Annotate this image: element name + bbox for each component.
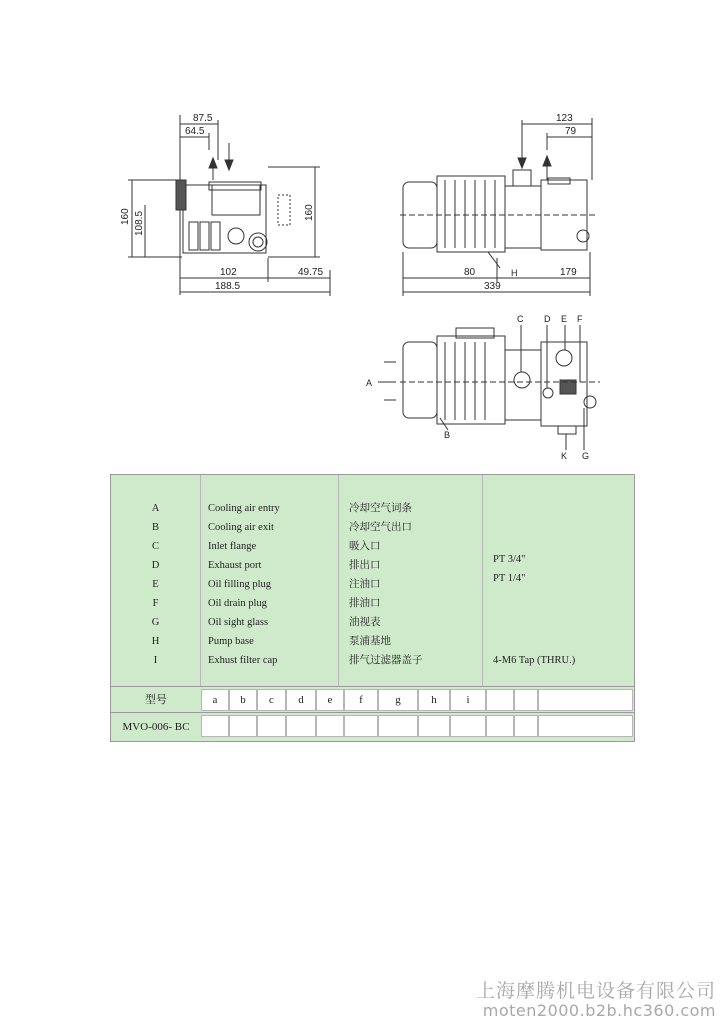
svg-text:C: C xyxy=(517,314,524,324)
svg-text:160: 160 xyxy=(304,204,315,221)
letter-cell: B xyxy=(151,522,159,533)
spec-table xyxy=(110,474,635,742)
chinese-cell: 排油口 xyxy=(349,598,381,609)
svg-text:123: 123 xyxy=(556,113,573,124)
svg-text:F: F xyxy=(577,314,583,324)
dim-header-cell xyxy=(538,689,633,711)
dim-value-cell xyxy=(229,715,257,737)
dim-value-cell xyxy=(316,715,344,737)
chinese-column xyxy=(339,475,483,686)
spec-exhaust-port: PT 3/4" xyxy=(493,554,526,565)
svg-text:339: 339 xyxy=(484,281,501,292)
spec-filter-cap: 4-M6 Tap (THRU.) xyxy=(493,655,576,666)
svg-text:179: 179 xyxy=(560,267,577,278)
technical-drawings xyxy=(0,0,724,470)
letter-cell: F xyxy=(152,598,159,609)
dim-value-cell xyxy=(418,715,450,737)
chinese-cell: 冷却空气出口 xyxy=(349,522,412,533)
dim-value-cell xyxy=(257,715,286,737)
letter-cell: D xyxy=(151,560,160,571)
chinese-cell: 油视表 xyxy=(349,617,381,628)
chinese-cell: 排出口 xyxy=(349,560,381,571)
dim-value-cell xyxy=(201,715,229,737)
model-name: MVO-006- BC xyxy=(122,721,190,733)
dim-header-cell: f xyxy=(344,689,378,711)
letter-column xyxy=(111,475,201,686)
dim-value-cell xyxy=(378,715,418,737)
english-cell: Oil filling plug xyxy=(208,579,271,590)
letter-cell: C xyxy=(151,541,159,552)
dim-value-cell xyxy=(486,715,514,737)
dim-header-cell xyxy=(514,689,538,711)
model-row xyxy=(111,712,634,742)
svg-text:64.5: 64.5 xyxy=(185,126,205,137)
dim-header-cell: g xyxy=(378,689,418,711)
dim-header-cell: b xyxy=(229,689,257,711)
svg-text:B: B xyxy=(444,430,451,440)
svg-text:G: G xyxy=(582,451,590,461)
letter-cell: G xyxy=(151,617,160,628)
dim-value-cell xyxy=(514,715,538,737)
english-cell: Oil drain plug xyxy=(208,598,267,609)
svg-text:160: 160 xyxy=(120,208,131,225)
letter-cell: H xyxy=(151,636,160,647)
dim-header-cell: a xyxy=(201,689,229,711)
chinese-cell: 冷却空气词条 xyxy=(349,503,412,514)
english-cell: Cooling air entry xyxy=(208,503,280,514)
dim-value-cell xyxy=(450,715,486,737)
svg-text:E: E xyxy=(561,314,568,324)
dim-value-cell xyxy=(286,715,316,737)
svg-text:A: A xyxy=(366,378,373,388)
svg-text:108.5: 108.5 xyxy=(134,210,145,236)
chinese-cell: 吸入口 xyxy=(349,541,381,552)
english-cell: Exhaust port xyxy=(208,560,262,571)
dim-header-cell: i xyxy=(450,689,486,711)
svg-text:49.75: 49.75 xyxy=(298,267,324,278)
letter-cell: E xyxy=(152,579,159,590)
model-header: 型号 xyxy=(145,694,167,706)
chinese-cell: 排气过滤器盖子 xyxy=(349,655,423,666)
english-cell: Exhust filter cap xyxy=(208,655,278,666)
svg-text:80: 80 xyxy=(464,267,476,278)
dim-header-cell: e xyxy=(316,689,344,711)
svg-text:79: 79 xyxy=(565,126,577,137)
spec-column xyxy=(483,475,634,686)
svg-text:102: 102 xyxy=(220,267,237,278)
svg-text:K: K xyxy=(561,451,568,461)
dim-header-cell xyxy=(486,689,514,711)
spec-oil-filling-plug: PT 1/4" xyxy=(493,573,526,584)
dim-value-cell xyxy=(344,715,378,737)
english-cell: Oil sight glass xyxy=(208,617,269,628)
svg-text:87.5: 87.5 xyxy=(193,113,213,124)
english-column xyxy=(201,475,339,686)
svg-text:188.5: 188.5 xyxy=(215,281,241,292)
top-view-drawing xyxy=(378,325,600,450)
watermark-url: moten2000.b2b.hc360.com xyxy=(482,1001,716,1020)
letter-cell: I xyxy=(153,655,158,666)
chinese-cell: 泵浦基地 xyxy=(349,636,391,647)
dim-value-cell xyxy=(538,715,633,737)
english-cell: Cooling air exit xyxy=(208,522,274,533)
english-cell: Inlet flange xyxy=(208,541,257,552)
watermark-company: 上海摩腾机电设备有限公司 xyxy=(475,980,716,1002)
dim-header-cell: c xyxy=(257,689,286,711)
svg-text:D: D xyxy=(544,314,551,324)
chinese-cell: 注油口 xyxy=(349,579,381,590)
english-cell: Pump base xyxy=(208,636,254,647)
svg-text:H: H xyxy=(511,268,518,278)
dim-header-cell: d xyxy=(286,689,316,711)
letter-cell: A xyxy=(151,503,160,514)
dimension-header-row xyxy=(111,686,634,713)
dim-header-cell: h xyxy=(418,689,450,711)
